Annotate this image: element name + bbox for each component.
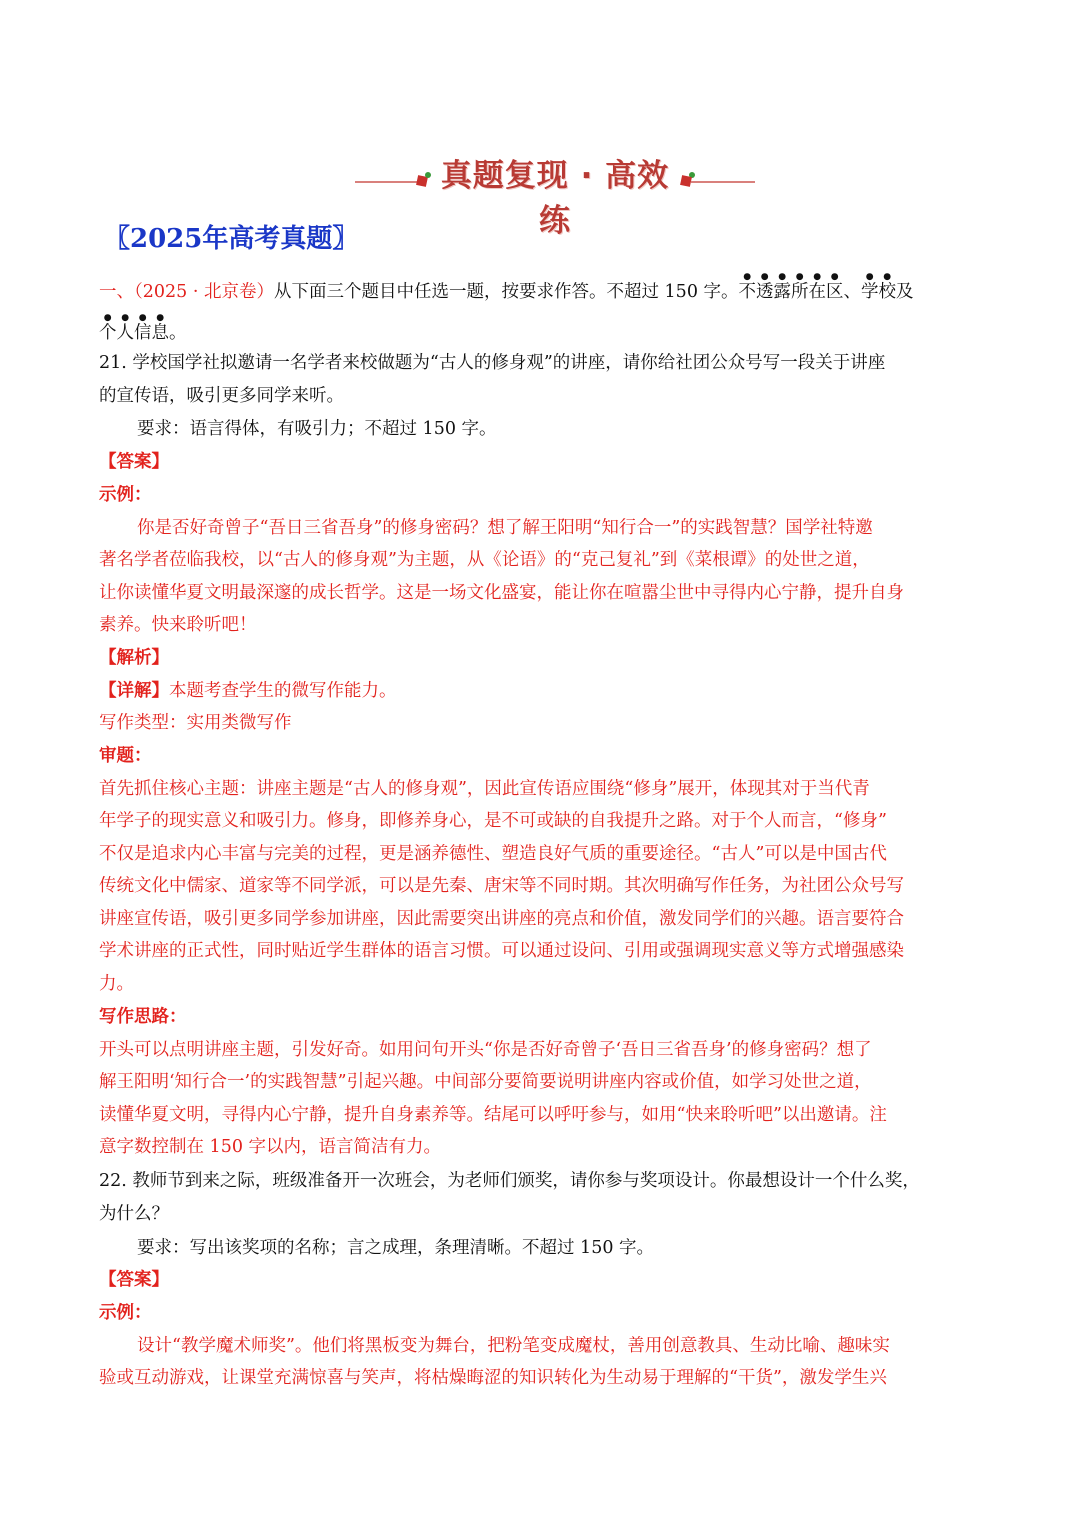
q21-idea-line4: 意字数控制在 150 字以内，语言简洁有力。	[99, 1137, 442, 1157]
section-heading: 〖2025年高考真题〗	[104, 224, 359, 254]
q22-prompt-line1: 22. 教师节到来之际，班级准备开一次班会，为老师们颁奖，请你参与奖项设计。你最想设计一个什么奖，	[99, 1171, 920, 1191]
separator: 、	[843, 282, 862, 302]
q21-example-line2: 著名学者莅临我校，以“古人的修身观”为主题，从《论语》的“克己复礼”到《菜根谭》的处世之道，	[99, 550, 870, 570]
emphasis-district: 不透露所在区	[738, 282, 844, 302]
q22-answer-tag: 【答案】	[99, 1270, 169, 1290]
q22-example-line2: 验或互动游戏，让课堂充满惊喜与笑声，将枯燥晦涩的知识转化为生动易于理解的“干货”，激发学生兴	[99, 1368, 887, 1388]
emphasis-personal-info: 个人信息	[99, 323, 169, 343]
q21-detail-tag: 【详解】	[99, 681, 169, 701]
q21-review-line4: 传统文化中儒家、道家等不同学派，可以是先秦、唐宋等不同时期。其次明确写作任务，为社团公众号写	[99, 876, 904, 896]
q21-idea-line3: 读懂华夏文明，寻得内心宁静，提升自身素养等。结尾可以呼吁参与，如用“快来聆听吧”以出邀请。注	[99, 1105, 887, 1125]
q21-example-line3: 让你读懂华夏文明最深邃的成长哲学。这是一场文化盛宴，能让你在喧嚣尘世中寻得内心宁静，提升自身	[99, 583, 904, 603]
question-instruction: 从下面三个题目中任选一题，按要求作答。不超过 150 字。	[273, 282, 739, 302]
q21-review-tag: 审题：	[99, 746, 152, 766]
q21-idea-tag: 写作思路：	[99, 1007, 187, 1027]
q22-example-line1: 设计“教学魔术师奖”。他们将黑板变为舞台，把粉笔变成魔杖，善用创意教具、生动比喻、趣味实	[137, 1336, 890, 1356]
emphasis-school: 学校	[861, 282, 897, 302]
q22-prompt-line2: 为什么？	[99, 1204, 169, 1224]
q21-review-line1: 首先抓住核心主题：讲座主题是“古人的修身观”，因此宣传语应围绕“修身”展开，体现其对于当代青	[99, 779, 870, 799]
q21-review-line5: 讲座宣传语，吸引更多同学参加讲座，因此需要突出讲座的亮点和价值，激发同学们的兴趣。语言要符合	[99, 909, 904, 929]
q21-idea-line2: 解王阳明‘知行合一’的实践智慧”引起兴趣。中间部分要简要说明讲座内容或价值，如学习处世之道，	[99, 1072, 872, 1092]
q21-example-line1: 你是否好奇曾子“吾日三省吾身”的修身密码？想了解王阳明“知行合一”的实践智慧？国学社特邀	[137, 518, 873, 538]
q21-review-line3: 不仅是追求内心丰富与完美的过程，更是涵养德性、塑造良好气质的重要途径。“古人”可以是中国古代	[99, 844, 887, 864]
q21-answer-tag: 【答案】	[99, 452, 169, 472]
banner-title: 真题复现 · 高效练	[440, 158, 670, 239]
q21-prompt-line1: 21. 学校国学社拟邀请一名学者来校做题为“古人的修身观”的讲座，请你给社团公众号写一段关于讲座	[99, 353, 886, 373]
q21-idea-line1: 开头可以点明讲座主题，引发好奇。如用问句开头“你是否好奇曾子‘吾日三省吾身’的修身密码？想了	[99, 1040, 872, 1060]
q21-review-line6: 学术讲座的正式性，同时贴近学生群体的语言习惯。可以通过设问、引用或强调现实意义等方式增强感染	[99, 941, 904, 961]
q21-review-line7: 力。	[99, 974, 134, 994]
q22-requirement: 要求：写出该奖项的名称；言之成理，条理清晰。不超过 150 字。	[137, 1238, 655, 1258]
q21-requirement: 要求：语言得体，有吸引力；不超过 150 字。	[137, 419, 497, 439]
q22-example-tag: 示例：	[99, 1303, 152, 1323]
banner-line-right	[691, 181, 755, 183]
question-intro-line2	[99, 313, 187, 345]
question-intro-line1	[99, 272, 914, 304]
q21-prompt-line2: 的宣传语，吸引更多同学来听。	[99, 386, 344, 406]
q21-detail-text: 本题考查学生的微写作能力。	[169, 681, 397, 701]
banner-line-left	[355, 181, 417, 183]
conjunction: 及	[896, 282, 914, 302]
section-banner	[355, 150, 755, 239]
question-label: 一、（2025 · 北京卷）	[99, 282, 274, 302]
q21-review-line2: 年学子的现实意义和吸引力。修身，即修养身心，是不可或缺的自我提升之路。对于个人而言，“修身”	[99, 811, 887, 831]
q21-writing-type: 写作类型：实用类微写作	[99, 713, 292, 733]
q21-example-tag: 示例：	[99, 485, 152, 505]
period: 。	[169, 323, 187, 343]
q21-analysis-tag: 【解析】	[99, 648, 169, 668]
q21-example-line4: 素养。快来聆听吧！	[99, 615, 257, 635]
q21-detail-line	[99, 679, 397, 703]
